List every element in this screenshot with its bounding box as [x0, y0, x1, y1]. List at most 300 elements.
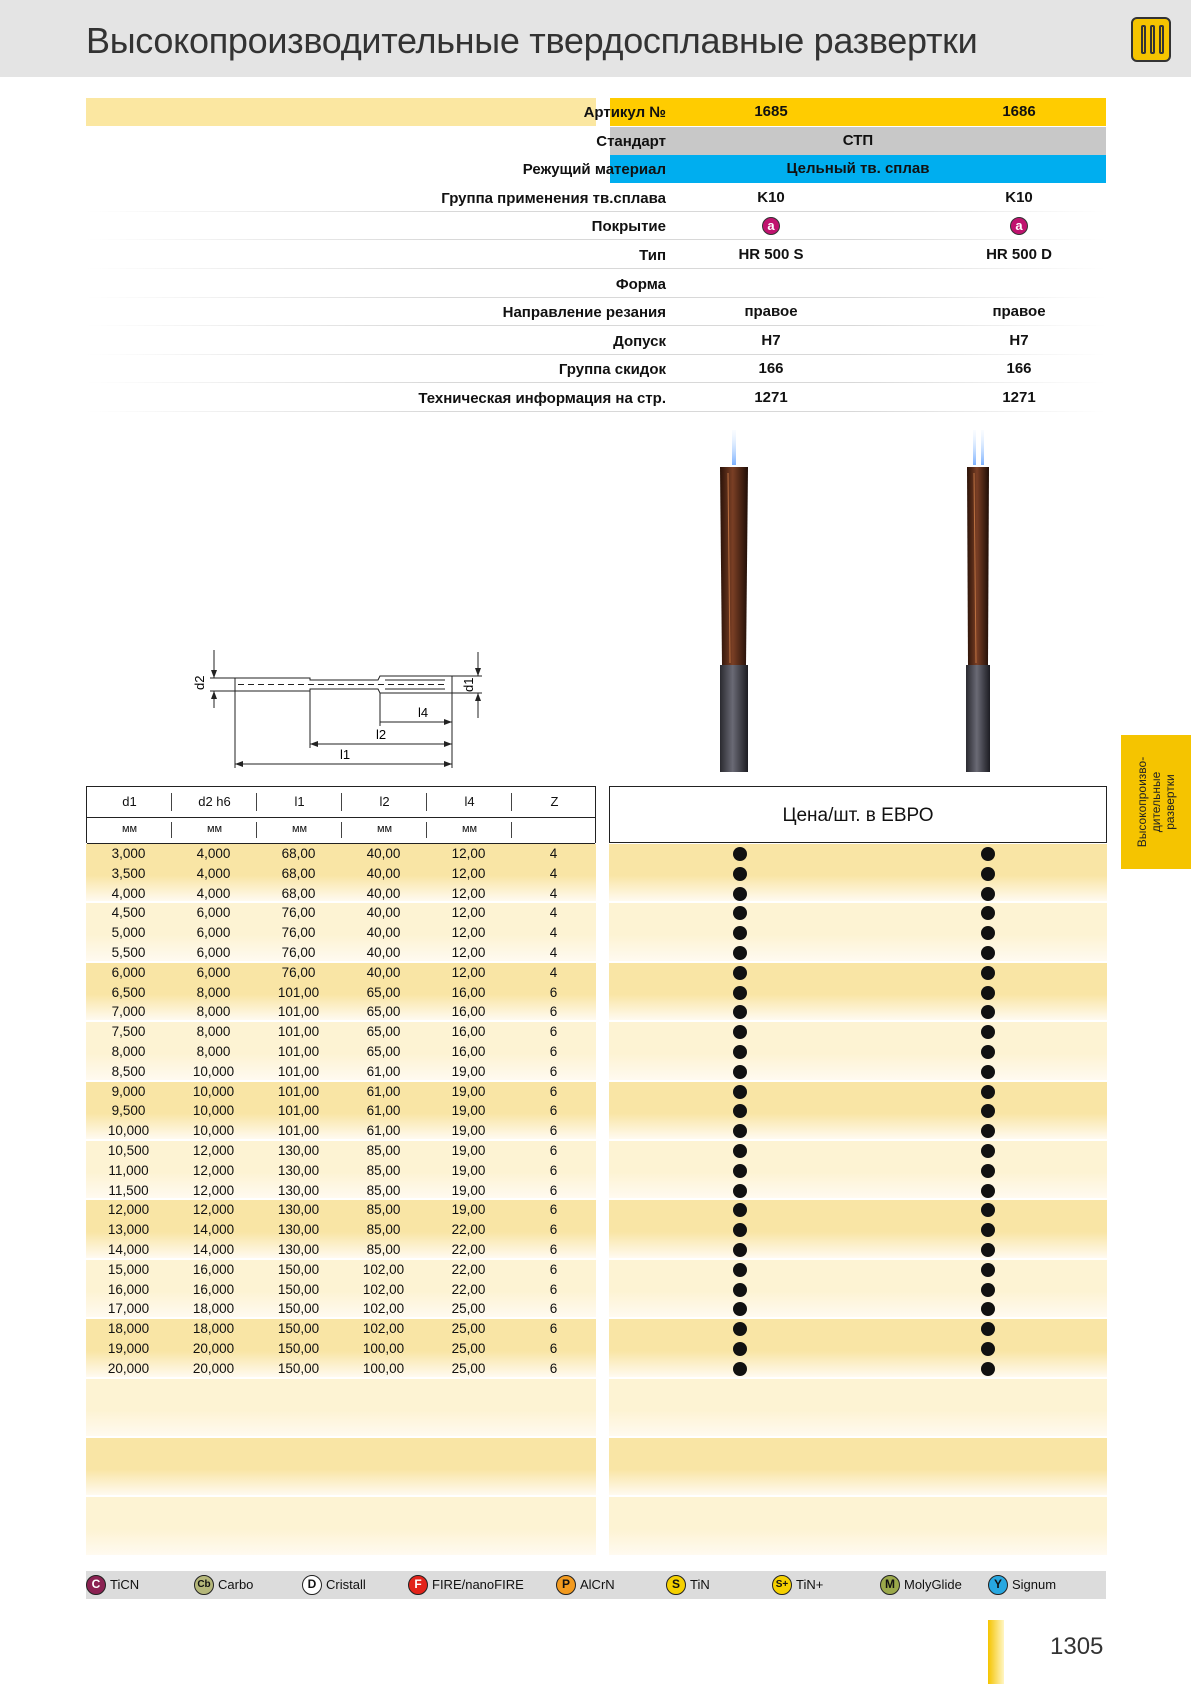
table-cell: 6: [549, 1103, 558, 1119]
spec-value: HR 500 D: [986, 246, 1052, 263]
table-cell: 22,00: [451, 1261, 486, 1277]
availability-dot-icon[interactable]: [981, 1164, 995, 1178]
table-row: [86, 1161, 596, 1181]
spec-label: Группа применения тв.сплава: [441, 190, 666, 207]
table-cell: 12,00: [451, 964, 486, 980]
row-group: [609, 1082, 1107, 1139]
row-group: [609, 963, 1107, 1020]
side-tab-line1: Высокопроизво-: [1135, 756, 1149, 848]
availability-dot-icon[interactable]: [981, 1263, 995, 1277]
table-cell: 68,00: [281, 865, 316, 881]
table-cell: 6,000: [196, 964, 231, 980]
table-row: [86, 1359, 596, 1379]
table-cell: 6: [549, 1242, 558, 1257]
spec-value: 166: [758, 360, 784, 377]
table-cell: 22,00: [451, 1242, 486, 1257]
spec-value: правое: [992, 303, 1046, 320]
table-cell: 101,00: [277, 1123, 320, 1139]
table-cell: 6: [549, 1321, 558, 1337]
legend-label: Carbo: [218, 1577, 254, 1592]
table-cell: 14,000: [107, 1242, 150, 1257]
availability-dot-icon[interactable]: [733, 1243, 747, 1257]
spec-value: K10: [1005, 189, 1033, 206]
section-side-tab[interactable]: [1121, 735, 1191, 869]
availability-dot-icon[interactable]: [733, 867, 747, 881]
table-row: [86, 1062, 596, 1082]
table-cell: 6: [549, 1182, 558, 1198]
table-cell: 150,00: [277, 1281, 320, 1297]
availability-dot-icon[interactable]: [981, 966, 995, 980]
table-cell: 61,00: [366, 1083, 401, 1099]
spec-row: [86, 327, 1106, 355]
row-group: [609, 1260, 1107, 1317]
table-cell: 19,000: [107, 1341, 150, 1356]
table-row: [86, 1082, 596, 1102]
spec-label: Режущий материал: [522, 161, 666, 178]
table-cell: 102,00: [362, 1281, 405, 1297]
spec-value: K10: [757, 189, 785, 206]
table-cell: 10,000: [107, 1123, 150, 1139]
table-cell: 76,00: [281, 905, 316, 921]
table-row: [86, 1339, 596, 1359]
availability-dot-icon[interactable]: [981, 986, 995, 1000]
table-cell: 61,00: [366, 1103, 401, 1119]
availability-dot-icon[interactable]: [733, 1085, 747, 1099]
table-cell: 76,00: [281, 945, 316, 960]
table-row: [86, 943, 596, 963]
table-cell: 22,00: [451, 1281, 486, 1297]
table-row: [86, 864, 596, 884]
table-cell: 6: [549, 1024, 558, 1040]
table-cell: 19,00: [451, 1162, 486, 1178]
spec-label: Направление резания: [502, 304, 666, 321]
table-cell: 20,000: [107, 1360, 150, 1376]
availability-dot-icon[interactable]: [981, 1144, 995, 1158]
legend-label: Signum: [1012, 1577, 1057, 1592]
spec-value: СТП: [842, 132, 874, 149]
table-cell: 19,00: [451, 1103, 486, 1119]
table-cell: 150,00: [277, 1360, 320, 1376]
table-cell: 61,00: [366, 1123, 401, 1139]
table-cell: 10,000: [192, 1063, 235, 1079]
table-cell: 4: [549, 865, 558, 881]
table-cell: 4: [549, 905, 558, 921]
column-header: l1: [294, 794, 305, 809]
availability-dot-icon[interactable]: [733, 986, 747, 1000]
spec-value: HR 500 S: [738, 246, 804, 263]
row-group: [86, 1497, 596, 1554]
column-unit: мм: [206, 823, 223, 835]
table-cell: 4,500: [111, 905, 146, 921]
table-row: [86, 1101, 596, 1121]
table-cell: 8,000: [196, 984, 231, 1000]
table-cell: 85,00: [366, 1143, 401, 1158]
table-cell: 19,00: [451, 1182, 486, 1198]
table-cell: 6: [549, 1341, 558, 1356]
availability-dot-icon[interactable]: [981, 946, 995, 960]
table-cell: 4,000: [196, 885, 231, 901]
brand-logo-icon: [1131, 17, 1171, 62]
spec-value: H7: [1009, 332, 1029, 349]
spec-row: [86, 155, 1106, 183]
table-cell: 5,000: [111, 925, 146, 941]
availability-dot-icon[interactable]: [981, 1065, 995, 1079]
table-row: [86, 1280, 596, 1300]
spec-row: [86, 298, 1106, 326]
table-cell: 10,000: [192, 1123, 235, 1139]
availability-dot-icon[interactable]: [981, 887, 995, 901]
table-cell: 12,00: [451, 885, 486, 901]
row-group: [609, 1379, 1107, 1436]
table-cell: 16,00: [451, 1004, 486, 1020]
coating-badge-icon: Cb: [194, 1575, 214, 1595]
table-cell: 14,000: [192, 1222, 235, 1238]
spec-label: Группа скидок: [558, 361, 666, 378]
legend-item: [556, 1575, 615, 1595]
table-cell: 4,000: [196, 865, 231, 881]
spec-value: H7: [761, 332, 781, 349]
availability-dot-icon[interactable]: [733, 966, 747, 980]
coating-badge-icon: Y: [988, 1575, 1008, 1595]
table-cell: 102,00: [362, 1321, 405, 1337]
table-cell: 4: [549, 885, 558, 901]
table-cell: 16,000: [107, 1281, 150, 1297]
spec-value: 166: [1006, 360, 1032, 377]
side-tab-line2: дительные: [1149, 771, 1163, 833]
table-cell: 85,00: [366, 1182, 401, 1198]
spec-row: [86, 355, 1106, 383]
table-cell: 65,00: [366, 1024, 401, 1040]
table-cell: 12,000: [192, 1182, 235, 1198]
coating-badge-icon: C: [86, 1575, 106, 1595]
table-cell: 101,00: [277, 1024, 320, 1040]
availability-dot-icon[interactable]: [981, 1342, 995, 1356]
coating-letter: a: [1010, 217, 1028, 235]
spec-label: Тип: [639, 247, 666, 264]
coating-badge-icon: S: [666, 1575, 686, 1595]
table-cell: 150,00: [277, 1301, 320, 1317]
table-cell: 18,000: [192, 1301, 235, 1317]
availability-dot-icon[interactable]: [733, 887, 747, 901]
table-cell: 25,00: [451, 1341, 486, 1356]
table-cell: 130,00: [277, 1162, 320, 1178]
table-cell: 12,00: [451, 846, 486, 861]
table-cell: 101,00: [277, 1004, 320, 1020]
column-unit: мм: [121, 823, 138, 835]
row-group: [609, 844, 1107, 901]
table-cell: 4: [549, 964, 558, 980]
table-cell: 6: [549, 1044, 558, 1059]
table-cell: 9,000: [111, 1083, 146, 1099]
table-cell: 12,00: [451, 925, 486, 941]
table-cell: 9,500: [111, 1103, 146, 1119]
table-row: [86, 1042, 596, 1062]
table-cell: 19,00: [451, 1202, 486, 1218]
dimension-table-header: [86, 786, 596, 843]
availability-dot-icon[interactable]: [733, 847, 747, 861]
table-cell: 25,00: [451, 1301, 486, 1317]
spec-row: [86, 184, 1106, 212]
spec-value: [696, 270, 846, 298]
table-cell: 68,00: [281, 846, 316, 861]
legend-label: AlCrN: [580, 1577, 615, 1592]
page-title: Высокопроизводительные твердосплавные развертки: [86, 20, 978, 61]
table-cell: 4,000: [196, 846, 231, 861]
availability-dot-icon[interactable]: [981, 847, 995, 861]
table-cell: 65,00: [366, 984, 401, 1000]
column-unit: мм: [291, 823, 308, 835]
availability-dot-icon[interactable]: [981, 1362, 995, 1376]
availability-dot-icon[interactable]: [981, 867, 995, 881]
table-row: [86, 923, 596, 943]
table-cell: 11,500: [108, 1182, 149, 1198]
coating-badge-icon: P: [556, 1575, 576, 1595]
table-cell: 4: [549, 945, 558, 960]
spec-label: Покрытие: [591, 218, 666, 235]
table-cell: 10,000: [192, 1083, 235, 1099]
spec-value: Цельный тв. сплав: [786, 160, 930, 177]
legend-item: [302, 1575, 366, 1595]
table-cell: 85,00: [366, 1202, 401, 1218]
table-cell: 76,00: [281, 925, 316, 941]
spec-value: правое: [744, 303, 798, 320]
table-cell: 40,00: [366, 945, 401, 960]
table-cell: 4: [549, 925, 558, 941]
table-cell: 17,000: [107, 1301, 150, 1317]
column-unit: мм: [461, 823, 478, 835]
table-cell: 6,000: [196, 945, 231, 960]
availability-dot-icon[interactable]: [981, 1085, 995, 1099]
table-cell: 6: [549, 1202, 558, 1218]
coating-letter: a: [762, 217, 780, 235]
availability-dot-icon[interactable]: [981, 1045, 995, 1059]
table-cell: 102,00: [362, 1301, 405, 1317]
legend-label: FIRE/nanoFIRE: [432, 1577, 524, 1592]
table-row: [86, 1002, 596, 1022]
table-cell: 150,00: [277, 1261, 320, 1277]
table-cell: 130,00: [277, 1242, 320, 1257]
table-cell: 8,000: [196, 1044, 231, 1059]
table-row: [86, 1260, 596, 1280]
spec-value: 1685: [754, 103, 788, 120]
row-group: [86, 1438, 596, 1495]
l2-label: l2: [376, 727, 387, 742]
table-cell: 6: [549, 1261, 558, 1277]
reamer-photos-icon: [690, 425, 1020, 775]
legend-item: [408, 1575, 524, 1595]
table-cell: 101,00: [277, 984, 320, 1000]
table-row: [86, 1200, 596, 1220]
spec-row: [86, 212, 1106, 240]
table-cell: 16,00: [451, 984, 486, 1000]
spec-row: [86, 241, 1106, 269]
legend-label: TiN: [690, 1577, 710, 1592]
table-row: [86, 1022, 596, 1042]
legend-item: [988, 1575, 1056, 1595]
legend-label: TiN+: [796, 1577, 824, 1592]
table-cell: 6: [549, 1063, 558, 1079]
spec-value: 1686: [1002, 103, 1036, 120]
table-cell: 12,00: [451, 945, 486, 960]
row-group: [86, 1379, 596, 1436]
page-number: 1305: [1050, 1633, 1104, 1660]
table-cell: 76,00: [281, 964, 316, 980]
column-unit: мм: [376, 823, 393, 835]
table-cell: 85,00: [366, 1242, 401, 1257]
table-row: [86, 1121, 596, 1141]
table-cell: 6: [549, 984, 558, 1000]
legend-item: [772, 1575, 823, 1595]
legend-item: [86, 1575, 139, 1595]
table-row: [86, 1299, 596, 1319]
table-cell: 61,00: [366, 1063, 401, 1079]
table-cell: 6: [549, 1281, 558, 1297]
spec-row: [86, 98, 1106, 126]
table-cell: 102,00: [362, 1261, 405, 1277]
table-cell: 65,00: [366, 1044, 401, 1059]
table-cell: 3,000: [111, 846, 146, 861]
spec-label: Техническая информация на стр.: [418, 390, 666, 407]
row-group: [609, 1022, 1107, 1079]
table-row: [86, 1181, 596, 1201]
coating-legend: [86, 1571, 1106, 1599]
table-cell: 5,500: [111, 945, 146, 960]
legend-label: MolyGlide: [904, 1577, 962, 1592]
row-group: [609, 903, 1107, 960]
coating-badge-icon: D: [302, 1575, 322, 1595]
table-cell: 130,00: [277, 1143, 320, 1158]
legend-item: [194, 1575, 253, 1595]
d2-label: d2: [192, 675, 207, 690]
table-cell: 3,500: [111, 865, 146, 881]
table-cell: 8,500: [111, 1063, 146, 1079]
table-cell: 65,00: [366, 1004, 401, 1020]
table-row: [86, 884, 596, 904]
row-group: [609, 1200, 1107, 1257]
table-cell: 4,000: [111, 885, 146, 901]
table-cell: 101,00: [277, 1103, 320, 1119]
table-cell: 25,00: [451, 1321, 486, 1337]
spec-label: Форма: [615, 276, 666, 293]
availability-dot-icon[interactable]: [733, 1263, 747, 1277]
column-header: d2 h6: [198, 794, 231, 809]
spec-row: [86, 270, 1106, 298]
coating-badge-icon: M: [880, 1575, 900, 1595]
table-cell: 19,00: [451, 1143, 486, 1158]
column-header: Z: [550, 794, 559, 809]
legend-label: TiCN: [110, 1577, 140, 1592]
table-cell: 68,00: [281, 885, 316, 901]
table-cell: 40,00: [366, 925, 401, 941]
table-row: [86, 963, 596, 983]
table-cell: 16,000: [192, 1261, 235, 1277]
spec-value: 1271: [754, 389, 788, 406]
table-cell: 150,00: [277, 1341, 320, 1356]
spec-row: [86, 384, 1106, 412]
availability-dot-icon[interactable]: [733, 1283, 747, 1297]
table-cell: 11,000: [108, 1162, 149, 1178]
table-cell: 6: [549, 1222, 558, 1238]
spec-value: 1271: [1002, 389, 1036, 406]
table-row: [86, 844, 596, 864]
spec-label: Допуск: [613, 333, 666, 350]
table-cell: 15,000: [107, 1261, 150, 1277]
table-cell: 40,00: [366, 885, 401, 901]
table-cell: 40,00: [366, 865, 401, 881]
legend-item: [880, 1575, 962, 1595]
row-group: [609, 1141, 1107, 1198]
table-row: [86, 1319, 596, 1339]
table-cell: 130,00: [277, 1222, 320, 1238]
table-cell: 6: [549, 1123, 558, 1139]
availability-dot-icon[interactable]: [733, 1144, 747, 1158]
availability-dot-icon[interactable]: [733, 1342, 747, 1356]
availability-dot-icon[interactable]: [733, 1045, 747, 1059]
table-cell: 16,000: [192, 1281, 235, 1297]
table-row: [86, 983, 596, 1003]
table-row: [86, 1220, 596, 1240]
side-tab-line3: развертки: [1163, 774, 1177, 830]
table-cell: 6: [549, 1083, 558, 1099]
table-cell: 130,00: [277, 1202, 320, 1218]
availability-dot-icon[interactable]: [981, 1243, 995, 1257]
table-cell: 6: [549, 1301, 558, 1317]
table-cell: 6,000: [111, 964, 146, 980]
availability-dot-icon[interactable]: [981, 1283, 995, 1297]
row-group: [609, 1497, 1107, 1554]
spec-row: [86, 127, 1106, 155]
availability-dot-icon[interactable]: [733, 1065, 747, 1079]
availability-dot-icon[interactable]: [981, 1184, 995, 1198]
availability-dot-icon[interactable]: [733, 1164, 747, 1178]
table-cell: 22,00: [451, 1222, 486, 1238]
coating-badge-icon: S+: [772, 1575, 792, 1595]
reamer-dimension-drawing-icon: [190, 648, 510, 773]
table-cell: 101,00: [277, 1083, 320, 1099]
table-cell: 18,000: [107, 1321, 150, 1337]
table-cell: 18,000: [192, 1321, 235, 1337]
table-cell: 40,00: [366, 846, 401, 861]
table-cell: 25,00: [451, 1360, 486, 1376]
table-cell: 6: [549, 1143, 558, 1158]
table-cell: 6,000: [196, 925, 231, 941]
l4-label: l4: [418, 705, 429, 720]
table-cell: 13,000: [107, 1222, 150, 1238]
table-cell: 130,00: [277, 1182, 320, 1198]
table-cell: 16,00: [451, 1044, 486, 1059]
table-cell: 12,000: [192, 1143, 235, 1158]
table-cell: 6: [549, 1004, 558, 1020]
legend-item: [666, 1575, 710, 1595]
table-cell: 8,000: [196, 1004, 231, 1020]
table-cell: 6,000: [196, 905, 231, 921]
price-column-header: Цена/шт. в ЕВРО: [609, 786, 1107, 843]
table-cell: 40,00: [366, 905, 401, 921]
column-header: l2: [379, 794, 390, 809]
table-cell: 10,500: [107, 1143, 150, 1158]
table-cell: 12,00: [451, 905, 486, 921]
row-group: [609, 1319, 1107, 1376]
availability-dot-icon[interactable]: [733, 1184, 747, 1198]
table-cell: 20,000: [192, 1341, 235, 1356]
availability-dot-icon[interactable]: [733, 946, 747, 960]
table-cell: 6: [549, 1360, 558, 1376]
table-cell: 40,00: [366, 964, 401, 980]
availability-dot-icon[interactable]: [733, 1362, 747, 1376]
row-group: [609, 1438, 1107, 1495]
coating-badge-icon: [944, 212, 1094, 240]
table-row: [86, 1240, 596, 1260]
